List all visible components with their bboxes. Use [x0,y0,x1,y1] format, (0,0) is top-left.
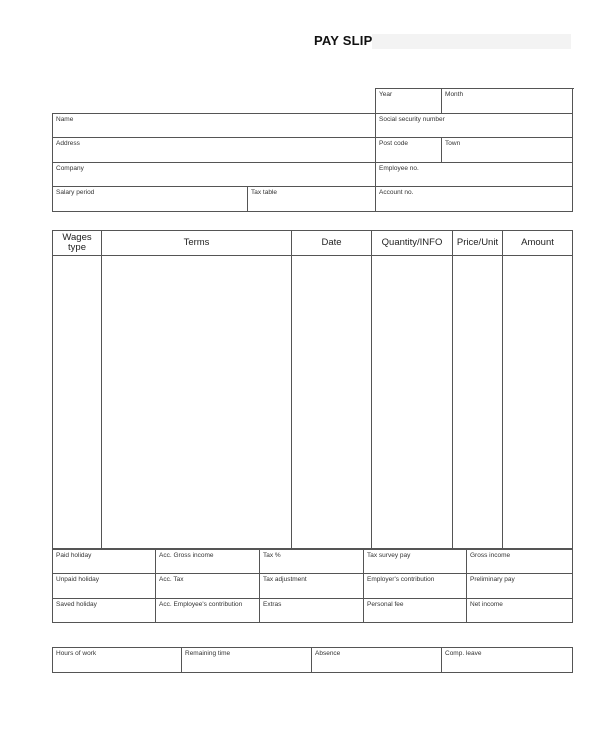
post-code-field[interactable] [376,138,442,163]
preliminary-pay-field[interactable]: Preliminary pay [467,574,573,598]
personal-fee-field[interactable]: Personal fee [364,598,467,622]
company-label: Company [56,164,84,172]
comp-leave-field[interactable]: Comp. leave [442,648,573,673]
items-table [52,230,572,549]
footer-grid [52,647,572,673]
col-header-terms: Terms [102,231,292,256]
remaining-time-field[interactable]: Remaining time [182,648,312,673]
year-field[interactable] [376,89,442,114]
date-column-body[interactable] [292,256,372,549]
name-field[interactable] [53,113,376,138]
header-form [52,88,572,212]
employer-contribution-field[interactable]: Employer's contribution [364,574,467,598]
post-code-label: Post code [379,140,408,148]
employee-no-field[interactable] [376,162,573,187]
unpaid-holiday-field[interactable]: Unpaid holiday [53,574,156,598]
quantity-info-column-body[interactable] [372,256,453,549]
month-field[interactable] [442,89,573,114]
acc-gross-income-field[interactable]: Acc. Gross income [156,550,260,574]
acc-tax-field[interactable]: Acc. Tax [156,574,260,598]
page-title: PAY SLIP [314,33,373,48]
title-shade [372,34,571,49]
col-header-price-unit: Price/Unit [453,231,503,256]
saved-holiday-field[interactable]: Saved holiday [53,598,156,622]
col-header-quantity-info: Quantity/INFO [372,231,453,256]
net-income-field[interactable]: Net income [467,598,573,622]
name-label: Name [56,115,74,123]
address-field[interactable] [53,138,376,163]
acc-employee-contribution-field[interactable]: Acc. Employee's contribution [156,598,260,622]
tax-percent-field[interactable]: Tax % [260,550,364,574]
absence-field[interactable]: Absence [312,648,442,673]
terms-column-body[interactable] [102,256,292,549]
col-header-amount: Amount [503,231,573,256]
account-no-field[interactable] [376,187,573,212]
year-label: Year [379,91,393,98]
summary-grid [52,549,572,623]
extras-field[interactable]: Extras [260,598,364,622]
col-header-date: Date [292,231,372,256]
month-label: Month [445,91,464,98]
ssn-label: Social security number [379,115,445,123]
town-label: Town [445,140,461,148]
ssn-field[interactable] [376,113,573,138]
salary-period-label: Salary period [56,189,95,197]
hours-of-work-field[interactable]: Hours of work [53,648,182,673]
col-header-wages-type: Wages type [53,231,102,256]
wages-type-column-body[interactable] [53,256,102,549]
employee-no-label: Employee no. [379,164,419,172]
tax-table-label: Tax table [251,189,278,197]
tax-survey-pay-field[interactable]: Tax survey pay [364,550,467,574]
header-spacer [53,89,376,114]
tax-adjustment-field[interactable]: Tax adjustment [260,574,364,598]
tax-table-field[interactable] [248,187,376,212]
company-field[interactable] [53,162,376,187]
gross-income-field[interactable]: Gross income [467,550,573,574]
address-label: Address [56,140,80,148]
price-unit-column-body[interactable] [453,256,503,549]
paid-holiday-field[interactable]: Paid holiday [53,550,156,574]
salary-period-field[interactable] [53,187,248,212]
amount-column-body[interactable] [503,256,573,549]
account-no-label: Account no. [379,189,414,197]
town-field[interactable] [442,138,573,163]
